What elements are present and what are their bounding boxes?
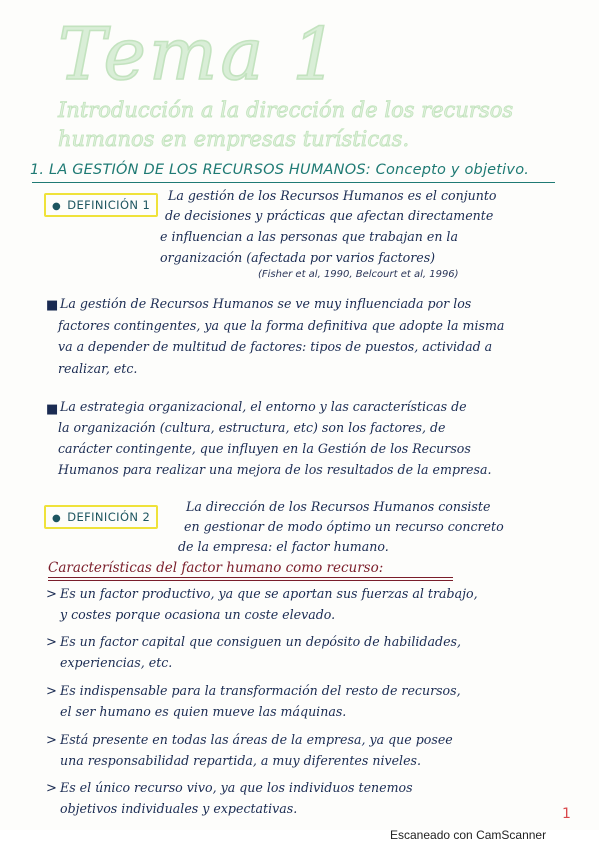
- page-number: 1: [562, 806, 571, 822]
- characteristic-line: Es el único recurso vivo, ya que los individuos tenemos: [60, 780, 413, 795]
- characteristic-line: Es indispensable para la transformación del resto de recursos,: [60, 683, 461, 698]
- definition-1-line: de decisiones y prácticas que afectan directamente: [165, 208, 494, 223]
- scanner-watermark: Escaneado con CamScanner: [390, 828, 547, 842]
- definition-2-tag: [44, 505, 158, 529]
- paragraph-2-line: Humanos para realizar una mejora de los resultados de la empresa.: [58, 462, 492, 477]
- citation: (Fisher et al, 1990, Belcourt et al, 1996): [258, 269, 459, 280]
- definition-1-tag: [44, 193, 158, 217]
- definition-1-line: e influencian a las personas que trabajan en la: [160, 229, 458, 244]
- definition-1-label: DEFINICIÓN 1: [67, 198, 151, 212]
- paragraph-2-line: La estrategia organizacional, el entorno y las características de: [60, 399, 467, 414]
- characteristic-line: el ser humano es quien mueve las máquinas.: [60, 704, 347, 719]
- definition-2-line: La dirección de los Recursos Humanos consiste: [186, 499, 491, 514]
- paragraph-1-line: realizar, etc.: [58, 361, 138, 376]
- chevron-bullet-icon: >: [46, 781, 57, 796]
- chevron-bullet-icon: >: [46, 635, 57, 650]
- page-subtitle: Introducción a la dirección de los recursos humanos en empresas turísticas.: [58, 98, 514, 151]
- square-bullet-icon: ■: [46, 298, 59, 313]
- chevron-bullet-icon: >: [46, 733, 57, 748]
- paragraph-2-line: la organización (cultura, estructura, etc) son los factores, de: [58, 420, 446, 435]
- chevron-bullet-icon: >: [46, 587, 57, 602]
- characteristic-line: Está presente en todas las áreas de la empresa, ya que posee: [60, 732, 453, 747]
- characteristic-line: Es un factor productivo, ya que se aportan sus fuerzas al trabajo,: [60, 586, 478, 601]
- characteristic-line: y costes porque ocasiona un coste elevado.: [60, 607, 336, 622]
- characteristic-line: experiencias, etc.: [60, 655, 173, 670]
- heading-underline: [48, 577, 453, 578]
- paragraph-1-line: La gestión de Recursos Humanos se ve muy influenciada por los: [60, 296, 472, 311]
- characteristic-line: una responsabilidad repartida, a muy diferentes niveles.: [60, 753, 422, 768]
- definition-2-label: DEFINICIÓN 2: [67, 510, 151, 524]
- heading-underline: [48, 580, 453, 581]
- definition-1-line: La gestión de los Recursos Humanos es el conjunto: [168, 188, 497, 203]
- definition-2-line: de la empresa: el factor humano.: [178, 539, 389, 554]
- page-title: Tema 1: [58, 12, 341, 96]
- bullet-dot-icon: ●: [52, 201, 62, 212]
- section-title: 1. LA GESTIÓN DE LOS RECURSOS HUMANOS: Concepto y objetivo.: [30, 162, 530, 178]
- section-underline: [32, 182, 555, 183]
- chevron-bullet-icon: >: [46, 684, 57, 699]
- bullet-dot-icon: ●: [52, 513, 62, 524]
- characteristic-line: Es un factor capital que consiguen un depósito de habilidades,: [60, 634, 461, 649]
- definition-2-line: en gestionar de modo óptimo un recurso concreto: [184, 519, 504, 534]
- definition-1-line: organización (afectada por varios factores): [160, 250, 436, 265]
- square-bullet-icon: ■: [46, 402, 59, 417]
- characteristics-heading: Características del factor humano como recurso:: [48, 560, 384, 576]
- paragraph-1-line: va a depender de multitud de factores: tipos de puestos, actividad a: [58, 339, 493, 354]
- characteristic-line: objetivos individuales y expectativas.: [60, 801, 298, 816]
- paragraph-1-line: factores contingentes, ya que la forma definitiva que adopte la misma: [58, 318, 505, 333]
- paragraph-2-line: carácter contingente, que influyen en la Gestión de los Recursos: [58, 441, 471, 456]
